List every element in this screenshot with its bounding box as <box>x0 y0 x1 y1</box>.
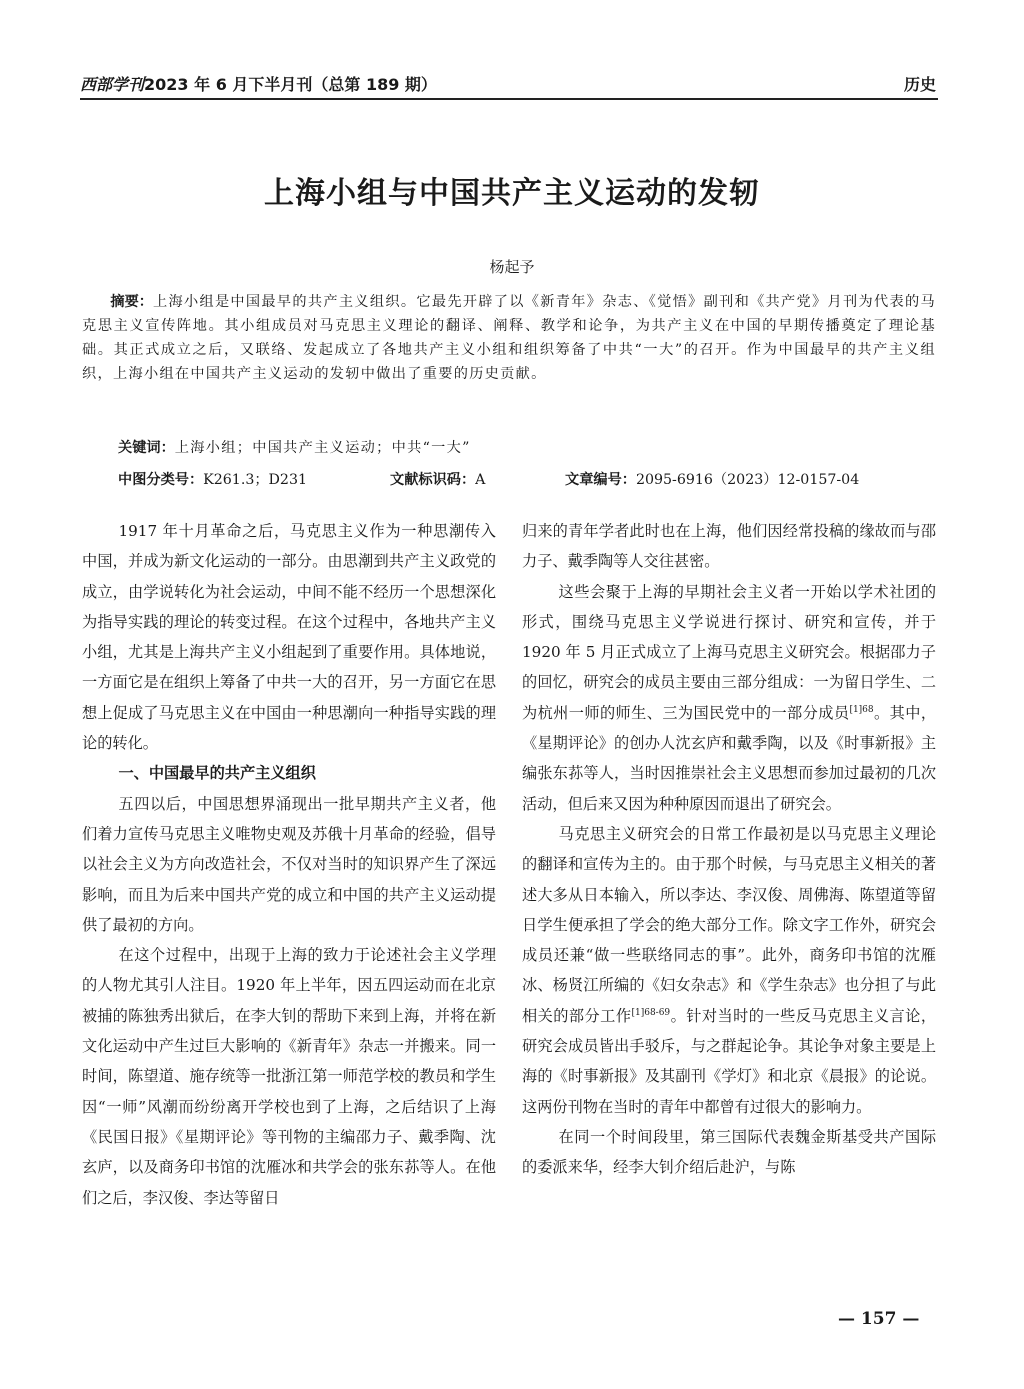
citation: [1]68 <box>849 704 874 715</box>
section-heading: 一、中国最早的共产主义组织 <box>118 764 316 783</box>
paragraph <box>522 819 936 1122</box>
paragraph: 在这个过程中，出现于上海的致力于论述社会主义学理的人物尤其引人注目。1920 年上半年，因五四运动而在北京被捕的陈独秀出狱后，在李大钊的帮助下来到上海，并将在新文化运动中产生过巨大影响的《新青年》杂志一并搬来。同一时间，陈望道、施存统等一批浙江第一师范学校的教员和学生因“一师”风潮而纷纷离开学校也到了上海，之后结识了上海《民国日报》《星期评论》等刊物的主编邵力子、戴季陶、沈玄庐，以及商务印书馆的沈雁冰和共学会的张东荪等人。在他们之后，李汉俊、李达等留日 <box>82 946 496 1207</box>
keywords <box>118 437 471 457</box>
paragraph-text: 。其中，《星期评论》的创办人沈玄庐和戴季陶，以及《时事新报》主编张东荪等人，当时因推崇社会主义思想而参加过最初的几次活动，但后来又因为种种原因而退出了研究会。 <box>522 703 937 813</box>
paragraph: 在同一个时间段里，第三国际代表魏金斯基受共产国际的委派来华，经李大钊介绍后赴沪，与陈 <box>522 1127 936 1177</box>
abstract-text: 上海小组是中国最早的共产主义组织。它最先开辟了以《新青年》杂志、《觉悟》副刊和《共产党》月刊为代表的马克思主义宣传阵地。其小组成员对马克思主义理论的翻译、阐释、教学和论争，为共产主义在中国的早期传播奠定了理论基础。其正式成立之后，又联络、发起成立了各地共产主义小组和组织筹备了中共“一大”的召开。作为中国最早的共产主义组织，上海小组在中国共产主义运动的发轫中做出了重要的历史贡献。 <box>82 294 936 382</box>
doc-label: 文献标识码： <box>390 472 476 488</box>
paragraph: 五四以后，中国思想界涌现出一批早期共产主义者，他们着力宣传马克思主义唯物史观及苏俄十月革命的经验，倡导以社会主义为方向改造社会，不仅对当时的知识界产生了深远影响，而且为后来中国共产党的成立和中国的共产主义运动提供了最初的方向。 <box>82 794 496 934</box>
article-label: 文章编号： <box>565 472 636 488</box>
keywords-text: 上海小组；中国共产主义运动；中共“一大” <box>174 440 471 456</box>
body-column-right <box>522 516 936 1183</box>
doc-value: A <box>475 472 486 488</box>
clc-code <box>118 469 307 489</box>
author-name: 杨起予 <box>489 258 535 276</box>
article-title: 上海小组与中国共产主义运动的发轫 <box>264 176 760 211</box>
clc-value: K261.3；D231 <box>203 472 307 488</box>
citation: [1]68-69 <box>631 1007 671 1018</box>
paragraph: 1917 年十月革命之后，马克思主义作为一种思潮传入中国，并成为新文化运动的一部分。由思潮到共产主义政党的成立，由学说转化为社会运动，中间不能不经历一个思想深化为指导实践的理论的转变过程。在这个过程中，各地共产主义小组，尤其是上海共产主义小组起到了重要作用。具体地说，一方面它是在组织上筹备了中共一大的召开，另一方面它在思想上促成了马克思主义在中国由一种思潮向一种指导实践的理论的转化。 <box>82 522 496 753</box>
clc-label: 中图分类号： <box>118 472 204 488</box>
header-left <box>80 72 437 95</box>
abstract <box>82 290 936 386</box>
paragraph: 归来的青年学者此时也在上海，他们因经常投稿的缘故而与邵力子、戴季陶等人交往甚密。 <box>522 522 936 571</box>
article-number <box>565 469 859 489</box>
doc-code <box>390 469 485 489</box>
issue-info: 2023 年 6 月下半月刊（总第 189 期） <box>144 75 437 94</box>
paragraph-text: 马克思主义研究会的日常工作最初是以马克思主义理论的翻译和宣传为主的。由于那个时候，与马克思主义相关的著述大多从日本输入，所以李达、李汉俊、周佛海、陈望道等留日学生便承担了学会的绝大部分工作。除文字工作外，研究会成员还兼“做一些联络同志的事”。此外，商务印书馆的沈雁冰、杨贤江所编的《妇女杂志》和《学生杂志》也分担了与此相关的部分工作 <box>522 824 936 1025</box>
article-value: 2095-6916（2023）12-0157-04 <box>635 472 860 488</box>
section-name: 历史 <box>903 75 936 94</box>
paragraph <box>522 577 936 819</box>
abstract-label: 摘要： <box>110 294 153 310</box>
body-column-left <box>82 516 496 1213</box>
page-number: — 157 — <box>838 1309 920 1329</box>
keywords-label: 关键词： <box>118 440 175 456</box>
paragraph-text: 这些会聚于上海的早期社会主义者一开始以学术社团的形式，围绕马克思主义学说进行探讨、研究和宣传，并于 1920 年 5 月正式成立了上海马克思主义研究会。根据邵力子的回忆，研究会的成员主要由三部分组成：一为留日学生、二为杭州一师的师生、三为国民党中的一部分成员 <box>522 582 936 722</box>
running-header <box>80 68 938 100</box>
journal-name: 西部学刊 <box>80 75 145 94</box>
paragraph-text: 。针对当时的一些反马克思主义言论，研究会成员皆出手驳斥，与之群起论争。其论争对象主要是上海的《时事新报》及其副刊《学灯》和北京《晨报》的论说。这两份刊物在当时的青年中都曾有过很大的影响力。 <box>522 1006 937 1116</box>
